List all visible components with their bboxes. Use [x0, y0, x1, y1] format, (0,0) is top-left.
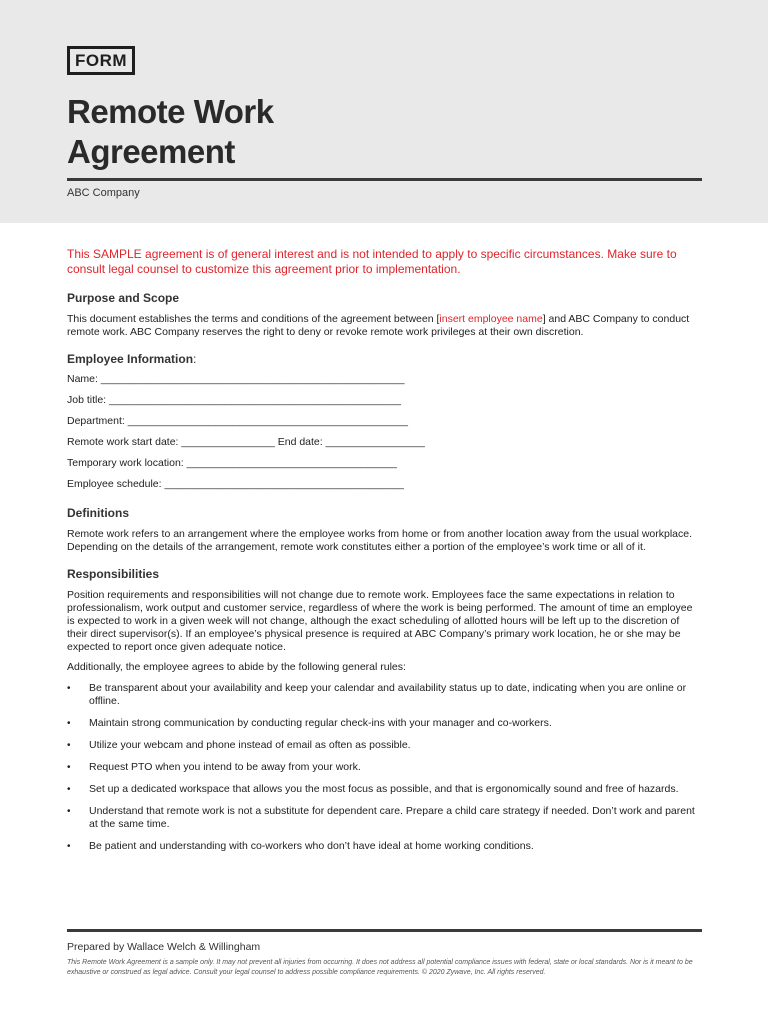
rules-list	[67, 682, 702, 853]
company-name: ABC Company	[67, 187, 140, 199]
list-item	[67, 840, 702, 853]
employee-schedule-field[interactable]: Employee schedule: _________________________________________	[67, 478, 404, 490]
rules-intro: Additionally, the employee agrees to abide by the following general rules:	[67, 661, 406, 673]
prepared-by: Prepared by Wallace Welch & Willingham	[67, 941, 261, 953]
job-title-field[interactable]: Job title: __________________________________________________	[67, 394, 402, 406]
rule-text: Be transparent about your availability and keep your calendar and availability status up to date, indicating when you are online or offline.	[89, 682, 687, 707]
title-line-2: Agreement	[67, 133, 235, 170]
bullet-icon: •	[67, 683, 71, 694]
list-item	[67, 805, 702, 831]
legal-disclaimer: This Remote Work Agreement is a sample only. It may not prevent all injuries from occurring. It does not address all potential compliance issues with federal, state or local standards. Nor is it meant to be exhaustive or construed as legal advice. Consult your legal counsel to address possible compliance requirements. © 2020 Zywave, Inc. All rights reserved.	[67, 959, 693, 976]
bullet-icon: •	[67, 806, 71, 817]
list-item	[67, 761, 702, 774]
employee-info-heading-colon: :	[193, 352, 197, 366]
bullet-icon: •	[67, 718, 71, 729]
header-band	[0, 0, 768, 223]
rule-text: Maintain strong communication by conducting regular check-ins with your manager and co-workers.	[89, 717, 552, 729]
name-field[interactable]: Name: ____________________________________________________	[67, 373, 405, 385]
employee-info-heading	[67, 352, 702, 367]
employee-name-placeholder: insert employee name	[439, 313, 543, 325]
employee-info-heading-text: Employee Information	[67, 352, 194, 366]
definitions-heading: Definitions	[67, 506, 129, 520]
responsibilities-section	[67, 567, 702, 853]
purpose-text-before: This document establishes the terms and conditions of the agreement between [	[67, 313, 440, 325]
list-item	[67, 783, 702, 796]
temporary-location-field[interactable]: Temporary work location: ____________________________________	[67, 457, 397, 469]
title-line-1: Remote Work	[67, 93, 274, 130]
bullet-icon: •	[67, 841, 71, 852]
title-divider	[67, 178, 702, 181]
page-title	[67, 92, 274, 172]
purpose-section	[67, 291, 702, 339]
definitions-text: Remote work refers to an arrangement where the employee works from home or from another location away from the usual workplace. Depending on the details of the arrangement, remote work constitutes either a portion of the employee’s work time or all of it.	[67, 528, 693, 553]
rule-text: Utilize your webcam and phone instead of email as often as possible.	[89, 739, 411, 751]
definitions-section	[67, 506, 702, 554]
sample-disclaimer: This SAMPLE agreement is of general interest and is not intended to apply to specific circumstances. Make sure to consult legal counsel to customize this agreement prior to implementation.	[67, 247, 677, 276]
list-item	[67, 739, 702, 752]
rule-text: Request PTO when you intend to be away from your work.	[89, 761, 361, 773]
purpose-text-after: ] and ABC Company to conduct remote work. ABC Company reserves the right to deny or revoke remote work privileges at their own discretion.	[67, 313, 690, 338]
bullet-icon: •	[67, 740, 71, 751]
bullet-icon: •	[67, 762, 71, 773]
responsibilities-heading: Responsibilities	[67, 567, 160, 581]
footer-divider	[67, 929, 702, 932]
employee-info-section	[67, 352, 702, 495]
document-body	[67, 247, 702, 866]
list-item	[67, 682, 702, 708]
list-item	[67, 717, 702, 730]
bullet-icon: •	[67, 784, 71, 795]
purpose-heading: Purpose and Scope	[67, 291, 180, 305]
form-badge: FORM	[67, 46, 135, 75]
purpose-text	[67, 313, 702, 339]
rule-text: Set up a dedicated workspace that allows you the most focus as possible, and that is ergonomically sound and free of hazards.	[89, 783, 679, 795]
rule-text: Be patient and understanding with co-workers who don’t have ideal at home working conditions.	[89, 840, 534, 852]
rule-text: Understand that remote work is not a substitute for dependent care. Prepare a child care strategy if needed. Don’t work and parent at the same time.	[89, 805, 695, 830]
responsibilities-text: Position requirements and responsibilities will not change due to remote work. Employees face the same expectations in relation to professionalism, work output and customer service, regardless of where the work is being performed. The amount of time an employee is expected to work in a given week will not change, although the exact scheduling of allotted hours will be left up to the discretion of their direct supervisor(s). If an employee’s physical presence is required at ABC Company’s primary work location, he or she may be expected to report once given adequate notice.	[67, 589, 693, 653]
department-field[interactable]: Department: ________________________________________________	[67, 415, 408, 427]
start-end-date-field[interactable]: Remote work start date: ________________ End date: _________________	[67, 436, 425, 448]
